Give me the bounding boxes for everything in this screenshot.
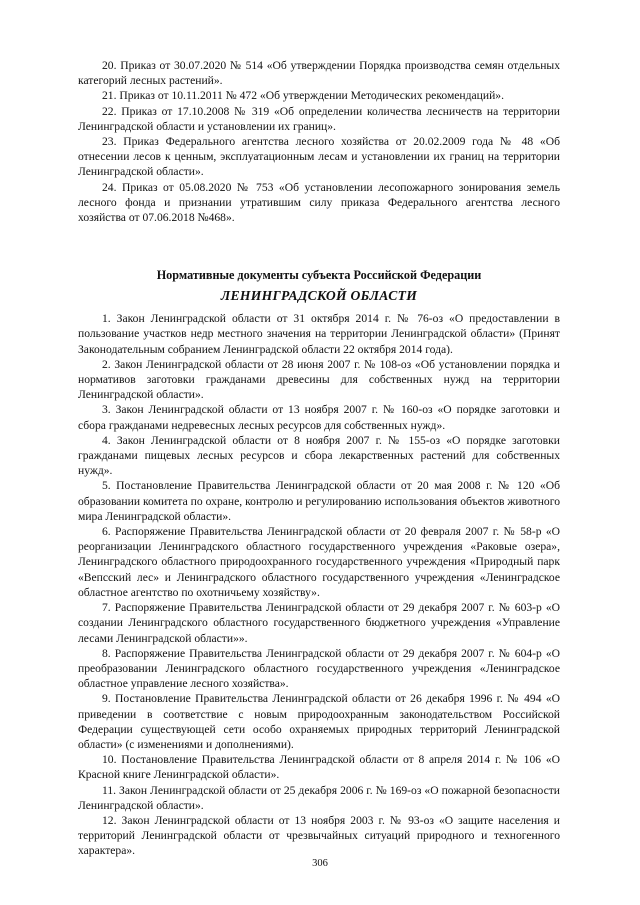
- list-item: 23. Приказ Федерального агентства лесного хозяйства от 20.02.2009 года № 48 «Об отнесении лесов к ценным, эксплуатационным лесам и установлении их границ на территории Ленинградской области».: [78, 135, 560, 179]
- section-title: ЛЕНИНГРАДСКОЙ ОБЛАСТИ: [220, 288, 418, 304]
- list-item: 1. Закон Ленинградской области от 31 октября 2014 г. № 76-оз «О предоставлении в пользование участков недр местного значения на территории Ленинградской области» (Принят Законодательным собранием Ленинградской области 22 октября 2014 года).: [78, 312, 560, 356]
- regional-documents-list: [78, 311, 560, 858]
- list-item: 9. Постановление Правительства Ленинградской области от 26 декабря 1996 г. № 494 «О приведении в соответствие с новым природоохранным законодательством Российской Федерации существующей сети особо охраняемых природных территорий Ленинградской области» (с изменениями и дополнениями).: [78, 692, 560, 751]
- list-item: 20. Приказ от 30.07.2020 № 514 «Об утверждении Порядка производства семян отдельных категорий лесных растений».: [78, 59, 560, 88]
- section-subtitle: Нормативные документы субъекта Российской Федерации: [156, 268, 482, 283]
- list-item: 5. Постановление Правительства Ленинградской области от 20 мая 2008 г. № 120 «Об образовании комитета по охране, контролю и регулированию использования объектов животного мира Ленинградской области».: [78, 479, 560, 523]
- list-item: 21. Приказ от 10.11.2011 № 472 «Об утверждении Методических рекомендаций».: [102, 89, 504, 103]
- list-item: 12. Закон Ленинградской области от 13 ноября 2003 г. № 93-оз «О защите населения и территорий Ленинградской области от чрезвычайных ситуаций природного и техногенного характера».: [78, 813, 560, 858]
- list-item: 3. Закон Ленинградской области от 13 ноября 2007 г. № 160-оз «О порядке заготовки и сбора гражданами недревесных лесных ресурсов для собственных нужд».: [78, 403, 560, 432]
- list-item: 7. Распоряжение Правительства Ленинградской области от 29 декабря 2007 г. № 603-р «О создании Ленинградского областного государственного бюджетного учреждения «Управление лесами Ленинградской области»».: [78, 601, 560, 645]
- list-item: 11. Закон Ленинградской области от 25 декабря 2006 г. № 169-оз «О пожарной безопасности Ленинградской области».: [78, 783, 560, 812]
- list-item: 24. Приказ от 05.08.2020 № 753 «Об установлении лесопожарного зонирования земель лесного фонда и признании утратившим силу приказа Федерального агентства лесного хозяйства от 07.06.2018 №468».: [78, 180, 560, 225]
- document-page: [78, 58, 560, 859]
- federal-orders-list: [78, 58, 560, 225]
- list-item: 8. Распоряжение Правительства Ленинградской области от 29 декабря 2007 г. № 604-р «О преобразовании Ленинградского областного государственного учреждения «Ленинградское областное управление лесного хозяйства».: [78, 646, 560, 691]
- list-item: 6. Распоряжение Правительства Ленинградской области от 20 февраля 2007 г. № 58-р «О реорганизации Ленинградского областного государственного учреждения «Раковые озера», Ленинградского областного природоохранного государственного учреждения «Природный парк «Вепсский лес» и Ленинградского областного государственного учреждения «Ленинградское областное агентство по охотничьему хозяйству».: [78, 525, 560, 599]
- list-item: 22. Приказ от 17.10.2008 № 319 «Об определении количества лесничеств на территории Ленинградской области и установлении их границ».: [78, 104, 560, 133]
- list-item: 10. Постановление Правительства Ленинградской области от 8 апреля 2014 г. № 106 «О Красной книге Ленинградской области».: [78, 753, 560, 782]
- page-number: 306: [312, 858, 328, 869]
- list-item: 4. Закон Ленинградской области от 8 ноября 2007 г. № 155-оз «О порядке заготовки гражданами пищевых лесных ресурсов и сбора лекарственных растений для собственных нужд».: [78, 433, 560, 478]
- list-item: 2. Закон Ленинградской области от 28 июня 2007 г. № 108-оз «Об установлении порядка и нормативов заготовки гражданами древесины для собственных нужд на территории Ленинградской области».: [78, 357, 560, 402]
